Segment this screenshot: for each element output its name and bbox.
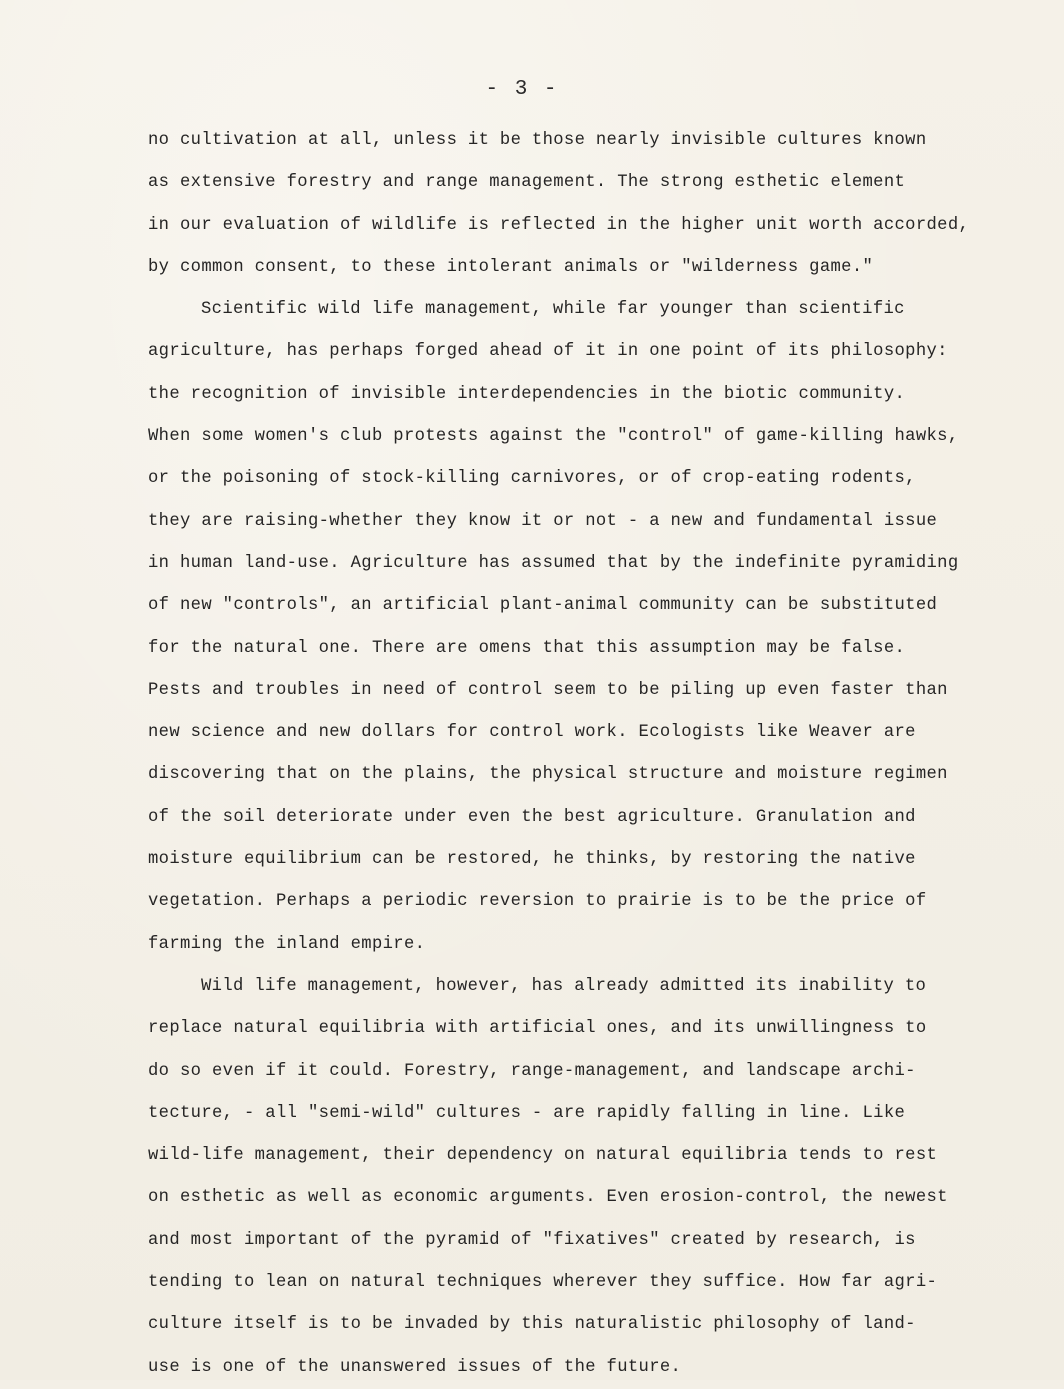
text-line: Scientific wild life management, while far younger than scientific [201,300,905,320]
text-line: farming the inland empire. [148,934,426,954]
text-line: replace natural equilibria with artificial ones, and its unwillingness to [148,1019,927,1039]
text-line: in our evaluation of wildlife is reflected in the higher unit worth accorded, [148,215,970,235]
paragraph-3 [148,966,1048,1389]
document-body [148,120,1048,1389]
text-line: tending to lean on natural techniques wherever they suffice. How far agri- [148,1273,938,1293]
text-line: or the poisoning of stock-killing carnivores, or of crop-eating rodents, [148,469,916,489]
text-line: as extensive forestry and range management. The strong esthetic element [148,173,906,193]
text-line: tecture, - all "semi-wild" cultures - are rapidly falling in line. Like [148,1103,906,1123]
text-line: no cultivation at all, unless it be those nearly invisible cultures known [148,131,927,150]
text-line: vegetation. Perhaps a periodic reversion to prairie is to be the price of [148,892,927,912]
text-line: culture itself is to be invaded by this naturalistic philosophy of land- [148,1315,916,1335]
text-line: Wild life management, however, has already admitted its inability to [201,976,927,996]
text-line: wild-life management, their dependency on natural equilibria tends to rest [148,1146,938,1166]
text-line: discovering that on the plains, the physical structure and moisture regimen [148,765,948,785]
text-line: agriculture, has perhaps forged ahead of it in one point of its philosophy: [148,342,948,362]
text-line: and most important of the pyramid of "fixatives" created by research, is [148,1230,916,1250]
text-line: of the soil deteriorate under even the best agriculture. Granulation and [148,807,916,827]
text-line: of new "controls", an artificial plant-animal community can be substituted [148,596,938,616]
text-line: on esthetic as well as economic arguments. Even erosion-control, the newest [148,1188,948,1208]
text-line: moisture equilibrium can be restored, he thinks, by restoring the native [148,850,916,870]
text-line: the recognition of invisible interdependencies in the biotic community. [148,384,906,404]
paragraph-2 [148,289,1048,966]
text-line: When some women's club protests against the "control" of game-killing hawks, [148,427,959,447]
text-line: they are raising-whether they know it or not - a new and fundamental issue [148,511,938,531]
text-line: use is one of the unanswered issues of the future. [148,1357,682,1377]
text-line: new science and new dollars for control work. Ecologists like Weaver are [148,723,916,743]
text-line: do so even if it could. Forestry, range-management, and landscape archi- [148,1061,916,1081]
page-number: - 3 - [485,78,559,101]
text-line: in human land-use. Agriculture has assumed that by the indefinite pyramiding [148,553,959,573]
paragraph-1 [148,120,1048,289]
text-line: Pests and troubles in need of control seem to be piling up even faster than [148,680,948,700]
text-line: by common consent, to these intolerant animals or "wilderness game." [148,257,874,277]
text-line: for the natural one. There are omens that this assumption may be false. [148,638,906,658]
